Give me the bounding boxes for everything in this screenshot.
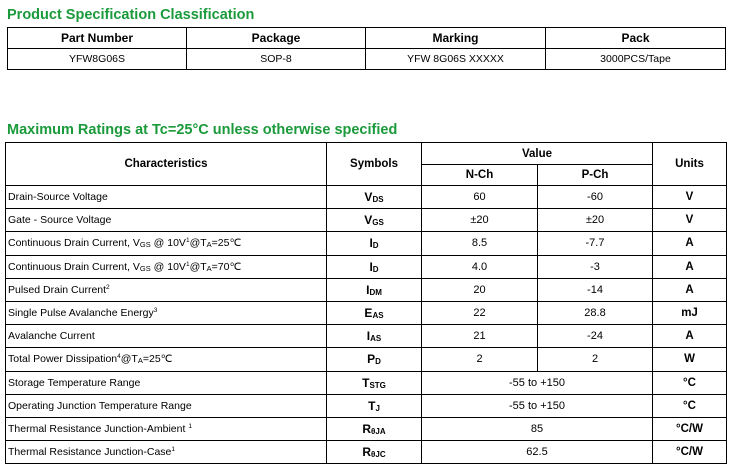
characteristic-label: Continuous Drain Current, $V_{GS}$ @ $10V^1@T_A=70℃$ <box>6 255 327 278</box>
symbol-cell: IAS <box>327 325 422 348</box>
characteristic-label: Gate - Source Voltage <box>6 209 327 232</box>
table-row <box>6 394 727 417</box>
p-ch-value: 2 <box>538 348 653 371</box>
table-row <box>6 441 727 464</box>
header-p-ch: P-Ch <box>538 165 653 186</box>
symbol-cell: PD <box>327 348 422 371</box>
symbol-subscript: AS <box>370 334 382 344</box>
ratings-header-row-1 <box>6 143 727 165</box>
footnote-marker: 1 <box>185 237 190 245</box>
symbol-cell: ID <box>327 232 422 255</box>
table-row <box>6 278 727 301</box>
header-units: Units <box>653 143 727 186</box>
symbol-cell: VGS <box>327 209 422 232</box>
unit-cell: W <box>653 348 727 371</box>
unit-cell: V <box>653 186 727 209</box>
n-ch-value: 21 <box>422 325 538 348</box>
characteristic-label: Continuous Drain Current, $V_{GS}$ @ $10V^1@T_A=25℃$ <box>6 232 327 255</box>
symbol-subscript: STG <box>369 380 386 390</box>
value-cell: 62.5 <box>422 441 653 464</box>
unit-cell: A <box>653 325 727 348</box>
header-marking: Marking <box>366 28 546 49</box>
ratings-section-title: Maximum Ratings at Tc=25°C unless otherwise specified <box>7 122 398 138</box>
symbol-subscript: θJA <box>371 426 386 436</box>
footnote-marker: 1 <box>171 446 176 454</box>
header-n-ch: N-Ch <box>422 165 538 186</box>
symbol-cell: TSTG <box>327 371 422 394</box>
maximum-ratings-table <box>5 142 727 464</box>
header-characteristics: Characteristics <box>6 143 327 186</box>
p-ch-value: -24 <box>538 325 653 348</box>
unit-cell: °C <box>653 371 727 394</box>
marking-value: YFW 8G06S XXXXX <box>366 49 546 70</box>
symbol-subscript: DS <box>372 195 384 205</box>
unit-cell: V <box>653 209 727 232</box>
characteristic-label: Pulsed Drain Current$^2$ <box>6 278 327 301</box>
n-ch-value: 20 <box>422 278 538 301</box>
table-row <box>6 255 727 278</box>
subscript-text: GS <box>139 240 151 250</box>
unit-cell: °C/W <box>653 441 727 464</box>
footnote-marker: 2 <box>106 283 110 291</box>
symbol-cell: IDM <box>327 278 422 301</box>
part-number-value: YFW8G06S <box>8 49 187 70</box>
symbol-cell: ID <box>327 255 422 278</box>
n-ch-value: 4.0 <box>422 255 538 278</box>
symbol-cell: EAS <box>327 301 422 324</box>
footnote-marker: 4 <box>117 353 121 361</box>
product-spec-table <box>7 27 726 70</box>
n-ch-value: 8.5 <box>422 232 538 255</box>
unit-cell: mJ <box>653 301 727 324</box>
table-row <box>6 301 727 324</box>
unit-cell: A <box>653 255 727 278</box>
p-ch-value: -7.7 <box>538 232 653 255</box>
header-symbols: Symbols <box>327 143 422 186</box>
table-row <box>6 209 727 232</box>
symbol-subscript: AS <box>372 311 384 321</box>
header-value: Value <box>422 143 653 165</box>
p-ch-value: -3 <box>538 255 653 278</box>
symbol-subscript: D <box>372 241 379 251</box>
table-row <box>6 348 727 371</box>
package-value: SOP-8 <box>187 49 366 70</box>
p-ch-value: -14 <box>538 278 653 301</box>
ratings-body <box>6 186 727 464</box>
symbol-subscript: D <box>375 357 381 367</box>
n-ch-value: 22 <box>422 301 538 324</box>
p-ch-value: ±20 <box>538 209 653 232</box>
characteristic-label: Operating Junction Temperature Range <box>6 394 327 417</box>
characteristic-label: Total Power $Dissipation^4@T_A=25℃$ <box>6 348 327 371</box>
n-ch-value: ±20 <box>422 209 538 232</box>
n-ch-value: 60 <box>422 186 538 209</box>
footnote-marker: 1 <box>185 260 190 268</box>
symbol-cell: TJ <box>327 394 422 417</box>
p-ch-value: 28.8 <box>538 301 653 324</box>
unit-cell: A <box>653 278 727 301</box>
spec-section-title: Product Specification Classification <box>7 7 255 23</box>
header-package: Package <box>187 28 366 49</box>
symbol-subscript: J <box>375 403 380 413</box>
footnote-marker: 3 <box>153 307 158 315</box>
value-cell: -55 to +150 <box>422 394 653 417</box>
spec-header-row <box>8 28 726 49</box>
header-pack: Pack <box>546 28 726 49</box>
table-row <box>6 186 727 209</box>
characteristic-label: Thermal Resistance Junction-Ambient $^1$ <box>6 417 327 440</box>
p-ch-value: -60 <box>538 186 653 209</box>
value-cell: 85 <box>422 417 653 440</box>
table-row <box>6 371 727 394</box>
value-cell: -55 to +150 <box>422 371 653 394</box>
table-row <box>6 417 727 440</box>
footnote-marker: 1 <box>188 422 192 430</box>
unit-cell: A <box>653 232 727 255</box>
subscript-text: A <box>206 240 212 250</box>
unit-cell: °C <box>653 394 727 417</box>
characteristic-label: Thermal Resistance Junction-Case$^1$ <box>6 441 327 464</box>
symbol-cell: VDS <box>327 186 422 209</box>
symbol-cell: RθJC <box>327 441 422 464</box>
header-part-number: Part Number <box>8 28 187 49</box>
characteristic-label: Single Pulse Avalanche Energy$^3$ <box>6 301 327 324</box>
n-ch-value: 2 <box>422 348 538 371</box>
table-row <box>6 325 727 348</box>
characteristic-label: Storage Temperature Range <box>6 371 327 394</box>
symbol-cell: RθJA <box>327 417 422 440</box>
subscript-text: A <box>137 356 143 366</box>
spec-data-row <box>8 49 726 70</box>
pack-value: 3000PCS/Tape <box>546 49 726 70</box>
symbol-subscript: θJC <box>371 450 386 460</box>
characteristic-label: Drain-Source Voltage <box>6 186 327 209</box>
subscript-text: GS <box>139 263 151 273</box>
unit-cell: °C/W <box>653 417 727 440</box>
symbol-subscript: GS <box>372 218 384 228</box>
symbol-subscript: D <box>372 264 379 274</box>
subscript-text: A <box>206 263 212 273</box>
characteristic-label: Avalanche Current <box>6 325 327 348</box>
symbol-subscript: DM <box>369 287 382 297</box>
table-row <box>6 232 727 255</box>
